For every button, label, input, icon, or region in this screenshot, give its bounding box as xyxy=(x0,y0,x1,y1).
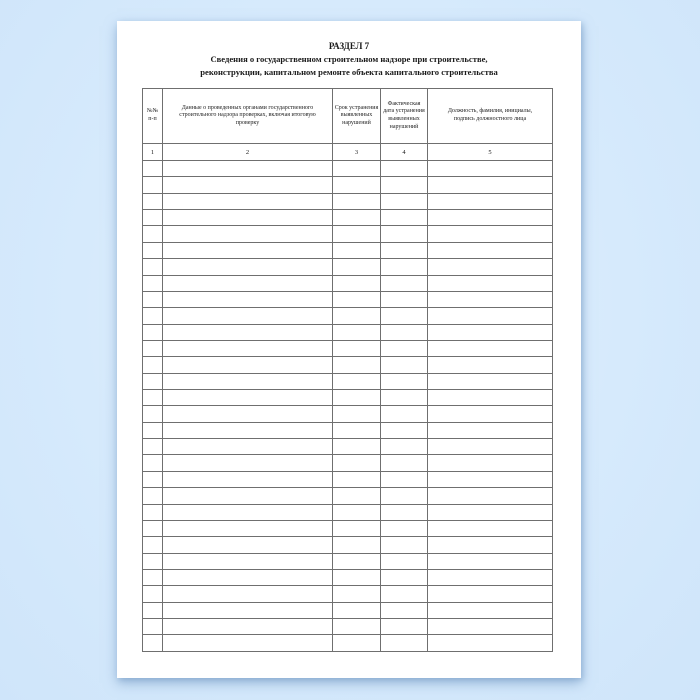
table-cell xyxy=(163,193,333,209)
table-row xyxy=(143,406,553,422)
table-cell xyxy=(143,422,163,438)
table-cell xyxy=(333,504,381,520)
table-cell xyxy=(163,259,333,275)
table-cell xyxy=(428,357,553,373)
column-number-cell: 3 xyxy=(333,144,381,161)
table-cell xyxy=(143,488,163,504)
table-cell xyxy=(143,177,163,193)
table-cell xyxy=(333,569,381,585)
table-cell xyxy=(381,357,428,373)
header-actual-date: Фактическая дата устранения выявленных нарушений xyxy=(381,89,428,144)
table-cell xyxy=(333,488,381,504)
table-cell xyxy=(381,504,428,520)
table-row xyxy=(143,390,553,406)
table-row xyxy=(143,324,553,340)
table-cell xyxy=(143,340,163,356)
table-cell xyxy=(163,308,333,324)
table-cell xyxy=(163,291,333,307)
table-cell xyxy=(143,373,163,389)
table-cell xyxy=(143,210,163,226)
table-body xyxy=(143,161,553,652)
table-row xyxy=(143,242,553,258)
table-cell xyxy=(143,553,163,569)
table-row xyxy=(143,177,553,193)
table-cell xyxy=(428,275,553,291)
table-row xyxy=(143,308,553,324)
table-cell xyxy=(163,422,333,438)
table-cell xyxy=(163,177,333,193)
table-row xyxy=(143,193,553,209)
table-cell xyxy=(333,602,381,618)
table-row xyxy=(143,471,553,487)
table-cell xyxy=(333,226,381,242)
table-row xyxy=(143,553,553,569)
table-cell xyxy=(143,537,163,553)
table-cell xyxy=(333,324,381,340)
table-cell xyxy=(143,406,163,422)
table-cell xyxy=(381,193,428,209)
table-cell xyxy=(333,422,381,438)
table-cell xyxy=(143,357,163,373)
table-cell xyxy=(163,602,333,618)
table-cell xyxy=(163,161,333,177)
table-cell xyxy=(143,471,163,487)
table-cell xyxy=(333,308,381,324)
header-row-number: №№ п-п xyxy=(143,89,163,144)
table-cell xyxy=(143,586,163,602)
table-head xyxy=(143,89,553,161)
table-cell xyxy=(428,308,553,324)
table-cell xyxy=(333,439,381,455)
document-header xyxy=(127,40,571,79)
table-cell xyxy=(163,586,333,602)
column-numbers-row xyxy=(143,144,553,161)
table-cell xyxy=(333,619,381,635)
document-page xyxy=(117,21,581,678)
table-cell xyxy=(428,586,553,602)
table-cell xyxy=(381,553,428,569)
table-cell xyxy=(333,390,381,406)
table-cell xyxy=(163,488,333,504)
table-row xyxy=(143,259,553,275)
table-cell xyxy=(428,553,553,569)
table-cell xyxy=(381,406,428,422)
table-cell xyxy=(163,619,333,635)
table-row xyxy=(143,373,553,389)
column-number-cell: 2 xyxy=(163,144,333,161)
table-cell xyxy=(143,259,163,275)
table-cell xyxy=(381,226,428,242)
table-cell xyxy=(381,308,428,324)
table-row xyxy=(143,161,553,177)
table-row xyxy=(143,291,553,307)
table-row xyxy=(143,586,553,602)
table-cell xyxy=(143,569,163,585)
table-row xyxy=(143,504,553,520)
table-cell xyxy=(333,471,381,487)
table-cell xyxy=(428,504,553,520)
table-cell xyxy=(381,455,428,471)
supervision-table xyxy=(142,88,553,652)
table-cell xyxy=(163,357,333,373)
table-cell xyxy=(163,569,333,585)
table-row xyxy=(143,602,553,618)
table-cell xyxy=(143,619,163,635)
table-cell xyxy=(381,586,428,602)
table-cell xyxy=(333,455,381,471)
table-cell xyxy=(381,210,428,226)
table-cell xyxy=(163,504,333,520)
table-cell xyxy=(381,471,428,487)
table-cell xyxy=(333,275,381,291)
table-cell xyxy=(428,406,553,422)
table-cell xyxy=(428,602,553,618)
table-cell xyxy=(428,471,553,487)
table-cell xyxy=(381,390,428,406)
table-cell xyxy=(143,324,163,340)
table-cell xyxy=(143,275,163,291)
table-cell xyxy=(333,210,381,226)
table-cell xyxy=(428,373,553,389)
table-cell xyxy=(143,193,163,209)
header-official-signature: Должность, фамилия, инициалы, подпись должностного лица xyxy=(428,89,553,144)
table-cell xyxy=(163,635,333,652)
table-cell xyxy=(333,553,381,569)
table-row xyxy=(143,226,553,242)
table-cell xyxy=(381,488,428,504)
table-cell xyxy=(428,210,553,226)
table-cell xyxy=(428,488,553,504)
table-cell xyxy=(143,520,163,536)
table-row xyxy=(143,569,553,585)
table-cell xyxy=(381,635,428,652)
table-cell xyxy=(428,259,553,275)
table-cell xyxy=(381,602,428,618)
table-cell xyxy=(163,455,333,471)
table-cell xyxy=(381,340,428,356)
table-cell xyxy=(163,520,333,536)
table-cell xyxy=(163,275,333,291)
table-cell xyxy=(381,422,428,438)
table-cell xyxy=(381,520,428,536)
table-cell xyxy=(333,193,381,209)
table-cell xyxy=(333,291,381,307)
table-cell xyxy=(143,226,163,242)
column-number-cell: 5 xyxy=(428,144,553,161)
table-cell xyxy=(163,390,333,406)
table-cell xyxy=(163,210,333,226)
table-cell xyxy=(143,308,163,324)
table-cell xyxy=(428,161,553,177)
table-cell xyxy=(428,193,553,209)
table-cell xyxy=(143,291,163,307)
table-cell xyxy=(381,537,428,553)
table-cell xyxy=(143,390,163,406)
table-row xyxy=(143,537,553,553)
table-cell xyxy=(163,537,333,553)
section-heading: РАЗДЕЛ 7 xyxy=(328,41,370,51)
table-cell xyxy=(428,390,553,406)
table-cell xyxy=(143,439,163,455)
table-header-row xyxy=(143,89,553,144)
table-cell xyxy=(333,406,381,422)
table-row xyxy=(143,210,553,226)
table-cell xyxy=(428,242,553,258)
table-cell xyxy=(428,291,553,307)
document-title-line-2: реконструкции, капитальном ремонте объекта капитального строительства xyxy=(200,67,498,77)
table-cell xyxy=(333,373,381,389)
table-cell xyxy=(163,242,333,258)
table-cell xyxy=(428,537,553,553)
table-cell xyxy=(381,439,428,455)
table-cell xyxy=(333,357,381,373)
table-cell xyxy=(163,439,333,455)
table-cell xyxy=(381,291,428,307)
table-cell xyxy=(163,553,333,569)
table-cell xyxy=(428,422,553,438)
table-cell xyxy=(143,161,163,177)
table-cell xyxy=(428,439,553,455)
table-cell xyxy=(381,619,428,635)
table-cell xyxy=(381,161,428,177)
table-cell xyxy=(428,324,553,340)
table-cell xyxy=(428,635,553,652)
column-number-cell: 4 xyxy=(381,144,428,161)
table-row xyxy=(143,520,553,536)
table-cell xyxy=(381,569,428,585)
table-row xyxy=(143,275,553,291)
table-row xyxy=(143,635,553,652)
table-row xyxy=(143,455,553,471)
table-row xyxy=(143,619,553,635)
table-cell xyxy=(333,177,381,193)
table-cell xyxy=(333,161,381,177)
table-row xyxy=(143,340,553,356)
table-cell xyxy=(163,226,333,242)
table-cell xyxy=(333,586,381,602)
table-cell xyxy=(428,455,553,471)
table-cell xyxy=(381,259,428,275)
header-inspection-data: Данные о проведенных органами государственного строительного надзора проверках, включая итоговую проверку xyxy=(163,89,333,144)
table-cell xyxy=(333,340,381,356)
table-cell xyxy=(428,177,553,193)
table-cell xyxy=(428,569,553,585)
table-cell xyxy=(333,537,381,553)
table-cell xyxy=(163,324,333,340)
table-cell xyxy=(143,602,163,618)
table-cell xyxy=(428,619,553,635)
table-cell xyxy=(163,340,333,356)
table-cell xyxy=(381,242,428,258)
column-number-cell: 1 xyxy=(143,144,163,161)
table-cell xyxy=(163,373,333,389)
table-cell xyxy=(143,504,163,520)
table-cell xyxy=(143,242,163,258)
table-row xyxy=(143,422,553,438)
table-cell xyxy=(143,455,163,471)
table-cell xyxy=(143,635,163,652)
header-deadline: Срок устранения выявленных нарушений xyxy=(333,89,381,144)
table-cell xyxy=(333,242,381,258)
table-cell xyxy=(163,406,333,422)
table-cell xyxy=(333,259,381,275)
table-cell xyxy=(381,373,428,389)
document-title-line-1: Сведения о государственном строительном надзоре при строительстве, xyxy=(210,54,488,64)
table-cell xyxy=(163,471,333,487)
table-cell xyxy=(333,520,381,536)
table-cell xyxy=(381,177,428,193)
table-cell xyxy=(428,226,553,242)
table-row xyxy=(143,488,553,504)
table-cell xyxy=(333,635,381,652)
table-cell xyxy=(381,275,428,291)
table-cell xyxy=(381,324,428,340)
table-cell xyxy=(428,340,553,356)
table-cell xyxy=(428,520,553,536)
table-row xyxy=(143,439,553,455)
table-row xyxy=(143,357,553,373)
